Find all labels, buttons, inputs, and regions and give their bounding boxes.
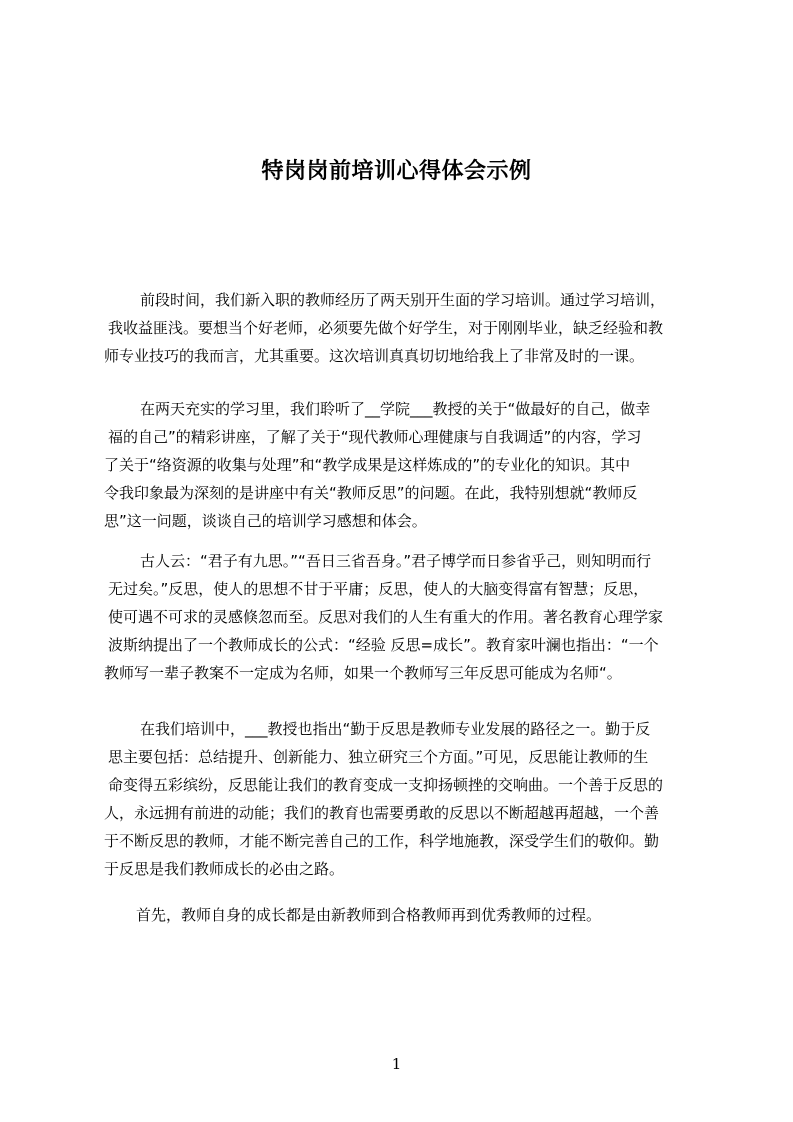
paragraph-line: 命变得五彩缤纷，反思能让我们的教育变成一支抑扬顿挫的交响曲。一个善于反思的 [108,776,664,794]
paragraph-line: 思”这一问题，谈谈自己的培训学习感想和体会。 [104,512,427,530]
paragraph-line: 我收益匪浅。要想当个好老师，必须要先做个好学生，对于刚刚毕业，缺乏经验和教 [108,319,664,337]
paragraph-line: 首先，教师自身的成长都是由新教师到合格教师再到优秀教师的过程。 [136,906,602,924]
paragraph-line: 人，永远拥有前进的动能；我们的教育也需要勇敢的反思以不断超越再超越，一个善 [104,804,660,822]
paragraph-line: 教师写一辈子教案不一定成为名师，如果一个教师写三年反思可能成为名师“。 [104,664,622,682]
paragraph-5 [0,901,602,929]
paragraph-line: 在两天充实的学习里，我们聆听了__学院___教授的关于“做最好的自己，做幸 [140,400,651,418]
page-number: 1 [391,1055,402,1073]
paragraph-line: 无过矣。”反思，使人的思想不甘于平庸；反思，使人的大脑变得富有智慧；反思， [108,580,649,598]
paragraph-line: 在我们培训中，___教授也指出“勤于反思是教师专业发展的路径之一。勤于反 [140,720,651,738]
paragraph-4 [0,715,664,883]
paragraph-line: 古人云：“君子有九思。”“吾日三省吾身。”君子博学而日参省乎己，则知明而行 [140,552,652,570]
paragraph-line: 福的自己”的精彩讲座，了解了关于“现代教师心理健康与自我调适”的内容，学习 [108,428,642,446]
paragraph-3 [0,547,664,687]
paragraph-1 [0,286,666,370]
paragraph-line: 思主要包括：总结提升、创新能力、独立研究三个方面。”可见，反思能让教师的生 [108,748,649,766]
paragraph-2 [0,395,651,535]
paragraph-line: 师专业技巧的我而言，尤其重要。这次培训真真切切地给我上了非常及时的一课。 [104,347,645,365]
paragraph-line: 波斯纳提出了一个教师成长的公式：“经验 反思=成长”。教育家叶澜也指出：“一个 [108,636,659,654]
paragraph-line: 了关于“络资源的收集与处理”和“教学成果是这样炼成的”的专业化的知识。其中 [104,456,631,474]
page-title: 特岗岗前培训心得体会示例 [261,158,532,184]
paragraph-line: 令我印象最为深刻的是讲座中有关“教师反思”的问题。在此，我特别想就“教师反 [104,484,638,502]
paragraph-line: 使可遇不可求的灵感倏忽而至。反思对我们的人生有重大的作用。著名教育心理学家 [108,608,664,626]
paragraph-line: 于不断反思的教师，才能不断完善自己的工作，科学地施教，深受学生们的敬仰。勤 [104,832,660,850]
paragraph-line: 前段时间，我们新入职的教师经历了两天别开生面的学习培训。通过学习培训， [140,291,666,309]
paragraph-line: 于反思是我们教师成长的必由之路。 [104,860,345,878]
